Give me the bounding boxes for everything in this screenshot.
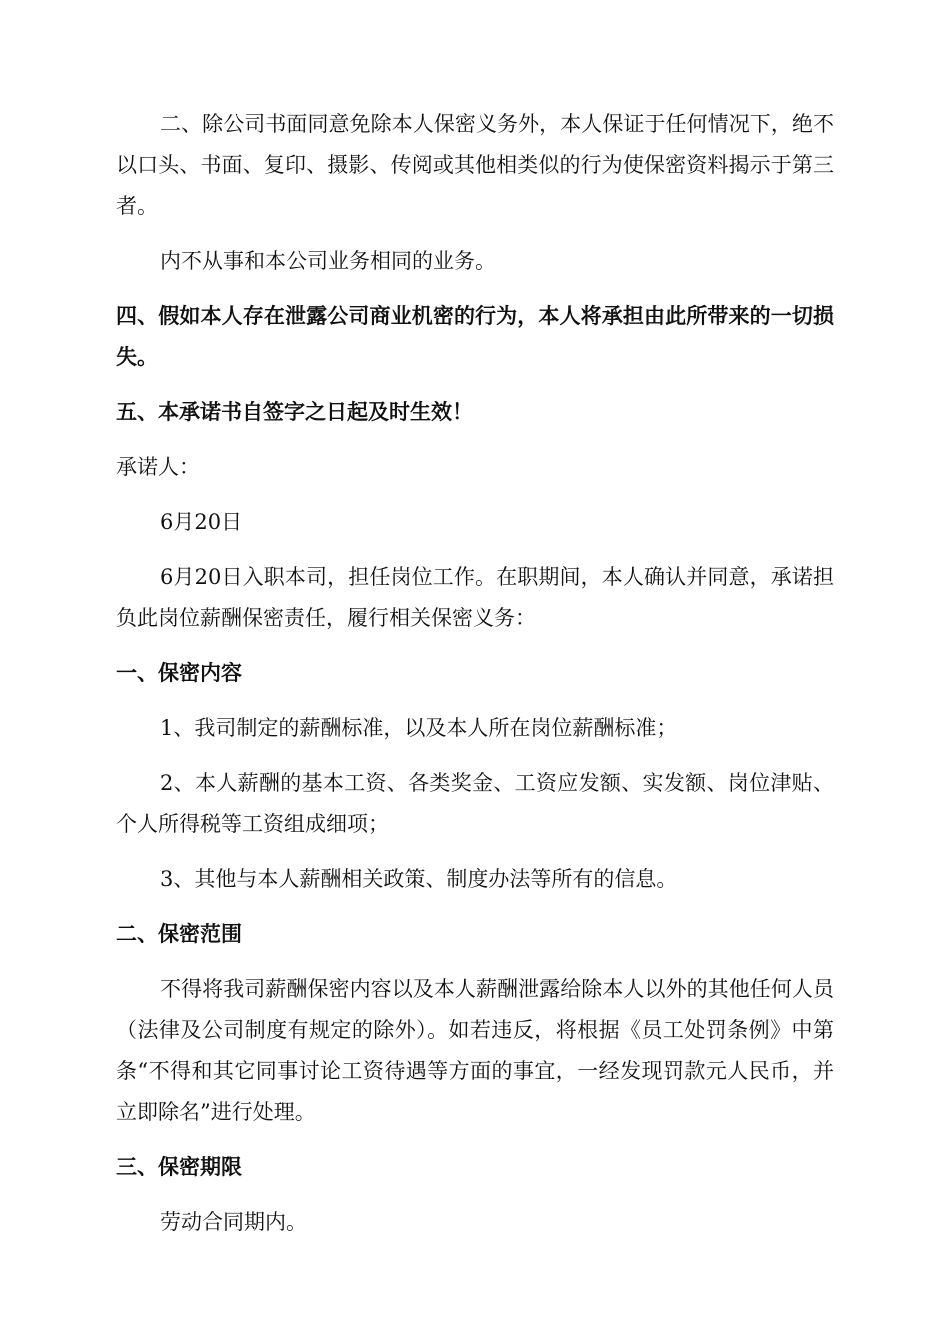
paragraph-scope-detail: 不得将我司薪酬保密内容以及本人薪酬泄露给除本人以外的其他任何人员（法律及公司制度有规定的除外）。如若违反，将根据《员工处罚条例》中第条“不得和其它同事讨论工资待遇等方面的事宜，一经发现罚款元人民币，并立即除名”进行处理。 [116,977,834,1124]
paragraph-period-detail: 劳动合同期内。 [160,1210,307,1234]
signatory-label: 承诺人： [116,455,200,479]
paragraph-confidentiality-clause-2: 二、除公司书面同意免除本人保密义务外，本人保证于任何情况下，绝不以口头、书面、复印、摄影、传阅或其他相类似的行为使保密资料揭示于第三者。 [116,112,834,218]
list-item-salary-details: 2、本人薪酬的基本工资、各类奖金、工资应发额、实发额、岗位津贴、个人所得税等工资组成细项； [116,771,834,836]
paragraph-clause-5-effective: 五、本承诺书自签字之日起及时生效！ [116,400,473,424]
heading-confidential-scope: 二、保密范围 [116,922,242,946]
heading-confidential-content: 一、保密内容 [116,661,242,685]
document-page [116,104,834,1243]
list-item-salary-standard: 1、我司制定的薪酬标准，以及本人所在岗位薪酬标准； [160,716,678,740]
date-line: 6月20日 [160,510,243,534]
paragraph-salary-intro: 6月20日入职本司，担任岗位工作。在职期间，本人确认并同意，承诺担负此岗位薪酬保密责任，履行相关保密义务： [116,565,834,630]
heading-confidential-period: 三、保密期限 [116,1155,242,1179]
list-item-other-info: 3、其他与本人薪酬相关政策、制度办法等所有的信息。 [160,867,678,891]
paragraph-non-compete: 内不从事和本公司业务相同的业务。 [160,249,496,273]
paragraph-clause-4-liability: 四、假如本人存在泄露公司商业机密的行为，本人将承担由此所带来的一切损失。 [116,304,834,369]
